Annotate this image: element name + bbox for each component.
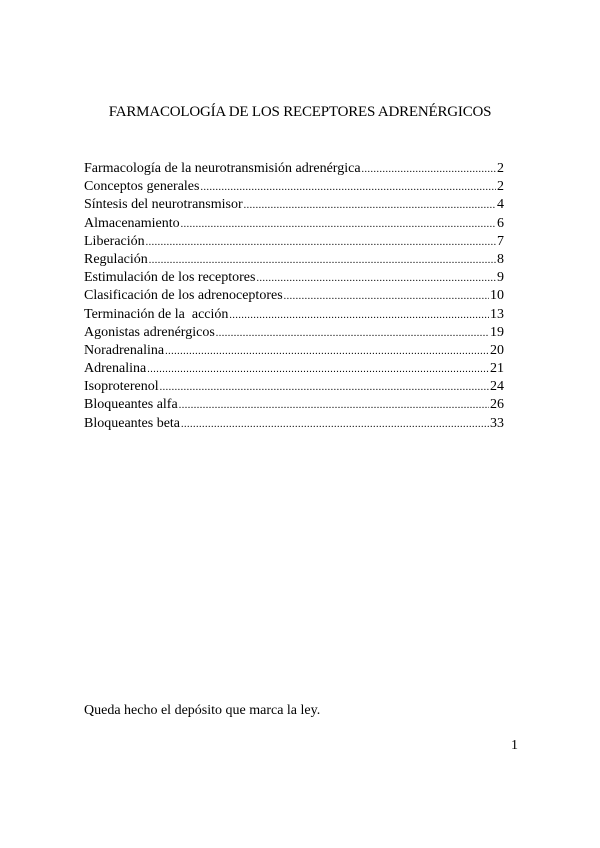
toc-entry-page: 2 xyxy=(497,179,504,195)
toc-entry xyxy=(84,324,504,342)
toc-leader-dots xyxy=(216,325,489,343)
toc-entry-page: 8 xyxy=(497,251,504,267)
toc-entry-label: Agonistas adrenérgicos xyxy=(84,324,215,340)
toc-entry xyxy=(84,215,504,233)
toc-entry-page: 6 xyxy=(497,215,504,231)
toc-entry-page: 7 xyxy=(497,233,504,249)
toc-entry-page: 19 xyxy=(490,324,504,340)
toc-entry-page: 10 xyxy=(490,288,504,304)
toc-entry xyxy=(84,287,504,305)
toc-entry xyxy=(84,415,504,433)
toc-entry-page: 13 xyxy=(490,306,504,322)
toc-entry xyxy=(84,342,504,360)
page-number: 1 xyxy=(511,738,518,753)
toc-leader-dots xyxy=(147,361,489,379)
toc-entry-page: 21 xyxy=(490,361,504,377)
toc-entry xyxy=(84,178,504,196)
toc-entry xyxy=(84,396,504,414)
toc-leader-dots xyxy=(200,179,496,197)
toc-entry-page: 9 xyxy=(497,270,504,286)
toc-leader-dots xyxy=(149,252,496,270)
toc-entry xyxy=(84,196,504,214)
toc-entry-label: Síntesis del neurotransmisor xyxy=(84,197,243,213)
toc-entry-label: Liberación xyxy=(84,233,145,249)
toc-entry-label: Bloqueantes alfa xyxy=(84,397,178,413)
toc-entry xyxy=(84,306,504,324)
toc-leader-dots xyxy=(181,216,496,234)
toc-leader-dots xyxy=(284,288,489,306)
toc-leader-dots xyxy=(244,197,496,215)
toc-leader-dots xyxy=(146,234,496,252)
toc-entry xyxy=(84,233,504,251)
toc-entry xyxy=(84,251,504,269)
toc-entry-page: 2 xyxy=(497,161,504,176)
toc-entry-label: Adrenalina xyxy=(84,361,147,377)
toc-entry-page: 4 xyxy=(497,197,504,213)
toc-entry xyxy=(84,269,504,287)
toc-leader-dots xyxy=(256,270,496,288)
toc-entry-label: Conceptos generales xyxy=(84,179,200,195)
toc-leader-dots xyxy=(229,307,489,325)
toc-entry-label: Isoproterenol xyxy=(84,379,159,395)
toc-entry-label: Estimulación de los receptores xyxy=(84,270,256,286)
toc-entry-page: 33 xyxy=(490,415,504,431)
toc-leader-dots xyxy=(160,379,489,397)
toc-entry-label: Regulación xyxy=(84,251,148,267)
toc-entry-page: 20 xyxy=(490,342,504,358)
toc-entry xyxy=(84,360,504,378)
toc-entry-label: Almacenamiento xyxy=(84,215,180,231)
table-of-contents xyxy=(84,160,504,433)
toc-entry xyxy=(84,160,504,178)
toc-entry-label: Clasificación de los adrenoceptores xyxy=(84,288,283,304)
toc-entry-label: Farmacología de la neurotransmisión adrenérgica xyxy=(84,161,361,176)
page-title: FARMACOLOGÍA DE LOS RECEPTORES ADRENÉRGICOS xyxy=(108,104,492,120)
legal-deposit-note: Queda hecho el depósito que marca la ley. xyxy=(84,703,321,718)
toc-entry-label: Terminación de la acción xyxy=(84,306,229,322)
toc-leader-dots xyxy=(181,416,489,434)
toc-leader-dots xyxy=(165,343,489,361)
toc-leader-dots xyxy=(179,397,489,415)
toc-entry-label: Noradrenalina xyxy=(84,342,165,358)
toc-entry-page: 26 xyxy=(490,397,504,413)
toc-leader-dots xyxy=(362,161,496,179)
toc-entry xyxy=(84,378,504,396)
toc-entry-label: Bloqueantes beta xyxy=(84,415,181,431)
toc-entry-page: 24 xyxy=(490,379,504,395)
